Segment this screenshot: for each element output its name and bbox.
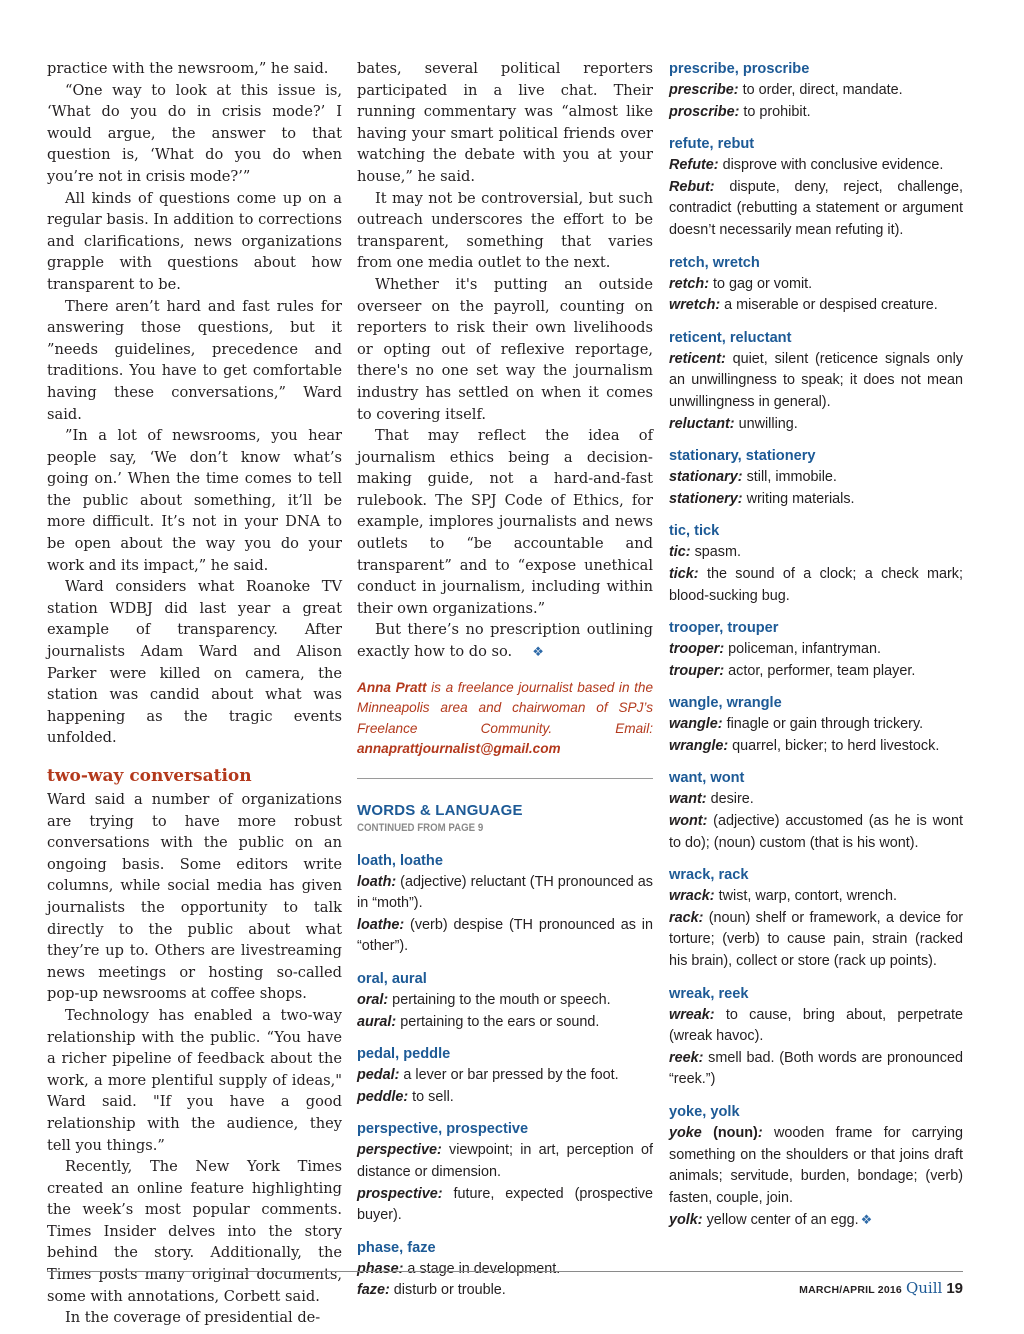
author-name: Anna Pratt <box>357 679 427 695</box>
glossary-definition <box>669 639 963 661</box>
glossary-definition-text: to sell. <box>408 1088 454 1105</box>
glossary-definition <box>669 102 963 124</box>
author-email: annaprattjournalist@gmail.com <box>357 741 561 757</box>
page-number: 19 <box>946 1280 963 1297</box>
words-language-title: WORDS & LANGUAGE <box>357 801 523 819</box>
glossary-definition <box>669 1123 963 1209</box>
glossary-list-2 <box>669 58 963 1232</box>
glossary-headword: pedal, peddle <box>357 1046 451 1063</box>
glossary-definition-text: quiet, silent (reticence signals only an unwillingness to speak; it does not mean unwillingness in general). <box>669 350 963 410</box>
glossary-definition <box>669 1048 963 1091</box>
glossary-definition <box>357 872 653 915</box>
glossary-definition-text: disprove with conclusive evidence. <box>718 157 944 174</box>
article-column-1 <box>47 58 342 1329</box>
glossary-term: Refute: <box>669 157 719 174</box>
glossary-definition <box>669 155 963 177</box>
glossary-entry <box>669 767 963 854</box>
glossary-term: wrack: <box>669 888 715 905</box>
glossary-definition-text: (adjective) reluctant (TH pronounced as in “moth”). <box>357 873 653 912</box>
glossary-definition-text: actor, performer, team player. <box>724 662 916 679</box>
glossary-headword: phase, faze <box>357 1239 436 1256</box>
glossary-definition <box>357 1184 653 1227</box>
glossary-definition-text: finagle or gain through trickery. <box>722 716 924 733</box>
glossary-definition <box>357 1140 653 1183</box>
glossary-definition-text: a stage in development. <box>403 1260 561 1277</box>
glossary-headword: perspective, prospective <box>357 1121 529 1138</box>
glossary-definition-text: still, immobile. <box>742 469 837 486</box>
glossary-definition-text: to cause, bring about, perpetrate (wreak havoc). <box>669 1006 963 1045</box>
paragraph: Whether it's putting an outside overseer on the payroll, counting on reporters to risk their own livelihoods or opting out of reflexive reportage, there's no one set way the journalism industry has settled on when it comes to covering itself. <box>357 275 653 423</box>
glossary-headword: wangle, wrangle <box>669 695 782 712</box>
glossary-definition-text: yellow center of an egg. <box>702 1212 859 1229</box>
continued-from-note: CONTINUED FROM PAGE 9 <box>357 821 484 834</box>
glossary-term: reluctant: <box>669 415 735 432</box>
glossary-list-1 <box>357 850 653 1302</box>
footer-rule <box>47 1271 963 1272</box>
magazine-name: Quill <box>905 1279 943 1297</box>
glossary-term: stationary: <box>669 469 743 486</box>
glossary-term: prescribe: <box>669 82 739 98</box>
glossary-entry <box>669 864 963 972</box>
glossary-headword: oral, aural <box>357 971 427 987</box>
glossary-entry <box>357 968 653 1033</box>
glossary-term: wangle: <box>669 716 723 733</box>
glossary-definition-text: spasm. <box>690 544 741 561</box>
glossary-definition <box>669 661 963 683</box>
glossary-entry <box>357 1118 653 1226</box>
glossary-definition <box>669 736 963 758</box>
paragraph: Ward said a number of organizations are trying to have more robust conversations with the public on an ongoing basis. Some editors write columns, while social media has given journalists the opportunity to talk directly to the public about what they’re up to. Others are livestreaming news meetings or hosting so-called pop-up newsrooms at coffee shops. <box>47 791 342 1003</box>
glossary-entry <box>669 445 963 510</box>
glossary-term: wreak: <box>669 1006 715 1023</box>
glossary-term: loath: <box>357 873 397 890</box>
glossary-definition <box>669 886 963 908</box>
glossary-definition-text: smell bad. (Both words are pronounced “reek.”) <box>669 1049 963 1088</box>
glossary-definition-text: future, expected (prospective buyer). <box>357 1185 653 1224</box>
paragraph: ”In a lot of newsrooms, you hear people say, ‘We don’t know what’s going on.’ When the time comes to tell the public about something, it’ll be more difficult. It’s not in your DNA to be open about the way you do your work and its impact,” he said. <box>47 427 342 574</box>
glossary-entry <box>357 1237 653 1302</box>
glossary-term: retch: <box>669 275 709 292</box>
glossary-definition-text: to gag or vomit. <box>708 275 813 292</box>
glossary-term-punct: : <box>757 1125 763 1141</box>
glossary-term: oral: <box>357 992 389 1008</box>
glossary-definition <box>669 467 963 489</box>
glossary-headword: reticent, reluctant <box>669 329 792 346</box>
glossary-entry <box>669 1101 963 1232</box>
glossary-headword: retch, wretch <box>669 254 760 271</box>
glossary-definition <box>357 1087 653 1109</box>
article-column-2 <box>357 58 653 1312</box>
glossary-definition <box>669 811 963 854</box>
glossary-entry <box>357 1043 653 1108</box>
glossary-entry <box>669 252 963 317</box>
glossary-definition-text: unwilling. <box>734 415 798 432</box>
glossary-definition-text: desire. <box>706 791 754 808</box>
glossary-entry <box>669 327 963 435</box>
section-paragraphs <box>47 789 342 1329</box>
glossary-term: Rebut: <box>669 178 715 195</box>
glossary-headword: refute, rebut <box>669 136 755 153</box>
glossary-definition-text: pertaining to the mouth or speech. <box>388 992 611 1008</box>
glossary-definition-text: twist, warp, contort, wrench. <box>714 888 897 905</box>
glossary-entry <box>669 133 963 241</box>
glossary-definition <box>669 414 963 436</box>
glossary-definition-text: pertaining to the ears or sound. <box>396 1013 600 1030</box>
glossary-definition-text: (noun) shelf or framework, a device for torture; (verb) to cause pain, strain (racked his brain), collect or store (rack up points). <box>669 909 963 970</box>
paragraph: bates, several political reporters participated in a live chat. Their running commentary was “almost like having your smart political friends over watching the debate with you at your house,” he said. <box>357 60 653 185</box>
glossary-definition <box>669 542 963 564</box>
glossary-definition-text: (adjective) accustomed (as he is wont to do); (noun) custom (that is his wont). <box>669 813 963 851</box>
glossary-definition <box>669 80 963 102</box>
glossary-definition <box>669 295 963 317</box>
glossary-entry <box>669 58 963 123</box>
glossary-term: pedal: <box>357 1067 400 1084</box>
glossary-definition <box>669 789 963 811</box>
glossary-definition-text: to prohibit. <box>739 103 811 120</box>
glossary-entry <box>669 983 963 1091</box>
glossary-headword: wreak, reek <box>669 985 749 1002</box>
glossary-term: proscribe: <box>669 103 740 120</box>
glossary-term: reticent: <box>669 350 726 367</box>
paragraph: Recently, The New York Times created an online feature highlighting the week’s most popular comments. Times Insider delves into the story behind the story. Additionally, the Times posts many original documents, some with annotations, Corbett said. <box>47 1158 342 1305</box>
glossary-headword: wrack, rack <box>669 867 749 884</box>
article-paragraphs-continued <box>357 58 653 664</box>
glossary-term: aural: <box>357 1013 397 1030</box>
glossary-term: peddle: <box>357 1088 409 1105</box>
glossary-entry <box>669 692 963 757</box>
glossary-headword: trooper, trouper <box>669 620 779 637</box>
glossary-definition-text: dispute, deny, reject, challenge, contradict (rebutting a statement or argument doesn’t necessarily mean refuting it). <box>669 178 963 238</box>
glossary-definition-text: quarrel, bicker; to herd livestock. <box>728 737 940 754</box>
glossary-entry <box>357 850 653 958</box>
glossary-term: perspective: <box>357 1142 442 1159</box>
glossary-headword: prescribe, proscribe <box>669 61 810 77</box>
glossary-definition <box>357 1259 653 1281</box>
glossary-definition <box>357 1065 653 1087</box>
glossary-headword: yoke, yolk <box>669 1104 740 1120</box>
paragraph: It may not be controversial, but such outreach underscores the effort to be transparent, something that varies from one media outlet to the next. <box>357 189 653 272</box>
glossary-definition <box>669 349 963 414</box>
glossary-definition-text: a miserable or despised creature. <box>720 297 938 314</box>
glossary-definition-text: disturb or trouble. <box>389 1282 506 1299</box>
paragraph: Technology has enabled a two-way relationship with the public. “You have a richer pipeline of feedback about the work, a more plentiful supply of ideas," Ward said. "If you have a good relationship with the audience, they tell you things.” <box>47 1006 342 1154</box>
end-mark-icon: ❖ <box>532 645 544 661</box>
glossary-entry <box>669 520 963 607</box>
glossary-term: wrangle: <box>669 737 729 754</box>
glossary-term: yolk: <box>669 1212 703 1229</box>
section-heading: two-way conversation <box>47 766 252 786</box>
glossary-term: tic: <box>669 544 691 561</box>
glossary-term: phase: <box>357 1260 404 1277</box>
author-bio <box>357 678 653 760</box>
glossary-term: stationery: <box>669 490 743 507</box>
paragraph: But there’s no prescription outlining exactly how to do so. ❖ <box>357 619 653 663</box>
glossary-column <box>669 58 963 1242</box>
glossary-definition-text: policeman, infantryman. <box>724 641 881 658</box>
glossary-term: want: <box>669 791 707 808</box>
glossary-term: reek: <box>669 1049 704 1066</box>
glossary-term: trouper: <box>669 662 725 679</box>
author-bio-text: is a freelance journalist based in the Minneapolis area and chairwoman of SPJ’s Freelance Community. Email: <box>357 679 653 736</box>
glossary-definition <box>669 489 963 511</box>
glossary-definition-text: viewpoint; in art, perception of distance or dimension. <box>357 1142 653 1180</box>
glossary-entry <box>669 617 963 682</box>
article-paragraphs <box>47 58 342 749</box>
glossary-headword: stationary, stationery <box>669 448 816 465</box>
paragraph: “One way to look at this issue is, ‘What do you do in crisis mode?’ I would argue, the answer to that question is, ‘What do you do when you’re not in crisis mode?’” <box>47 81 342 185</box>
glossary-headword: tic, tick <box>669 523 720 540</box>
page-footer <box>799 1279 963 1297</box>
glossary-definition-text: (verb) despise (TH pronounced as in “other”). <box>357 916 653 955</box>
glossary-term: loathe: <box>357 916 405 933</box>
glossary-definition <box>669 1209 963 1232</box>
glossary-definition <box>357 990 653 1012</box>
paragraph: There aren’t hard and fast rules for answering those questions, but it ”needs guidelines, precedence and traditions. You have to get comfortable having these conversations,” Ward said. <box>47 297 342 423</box>
glossary-definition-text: writing materials. <box>742 490 855 507</box>
glossary-definition-text: a lever or bar pressed by the foot. <box>399 1067 619 1084</box>
issue-date: MARCH/APRIL 2016 <box>799 1284 902 1296</box>
glossary-term-part: (noun) <box>701 1125 758 1141</box>
glossary-term: rack: <box>669 909 704 926</box>
paragraph: practice with the newsroom,” he said. <box>47 60 329 77</box>
glossary-definition <box>357 915 653 958</box>
glossary-definition <box>357 1012 653 1034</box>
glossary-definition-text: wooden frame for carrying something on the shoulders or that joins draft animals; servitude, burden, bondage; (verb) fasten, couple, join. <box>669 1125 963 1206</box>
glossary-headword: want, wont <box>669 770 745 787</box>
glossary-definition <box>669 564 963 607</box>
glossary-definition <box>669 714 963 736</box>
section-divider <box>357 778 653 779</box>
glossary-definition <box>669 908 963 973</box>
paragraph: Ward considers what Roanoke TV station WDBJ did last year a great example of transparency. After journalists Adam Ward and Alison Parker were killed on camera, the station was candid about what was happening as the tragic events unfolded. <box>47 578 342 747</box>
glossary-term: wretch: <box>669 297 721 314</box>
glossary-term: tick: <box>669 565 699 582</box>
glossary-term: prospective: <box>357 1185 443 1202</box>
glossary-definition <box>669 274 963 296</box>
glossary-term: wont: <box>669 813 708 830</box>
end-mark-icon: ❖ <box>860 1212 873 1228</box>
glossary-definition <box>357 1280 653 1302</box>
glossary-term: yoke <box>669 1125 702 1141</box>
paragraph: In the coverage of presidential de- <box>65 1309 321 1327</box>
paragraph: That may reflect the idea of journalism ethics being a decision-making guide, not a hard-and-fast rulebook. The SPJ Code of Ethics, for example, implores journalists and news outlets to “be accountable and transparent” and to “expose unethical conduct in journalism, including within their own organizations.” <box>357 427 653 617</box>
glossary-term: trooper: <box>669 641 725 658</box>
glossary-definition <box>669 177 963 242</box>
glossary-definition-text: to order, direct, mandate. <box>738 82 903 98</box>
glossary-term: faze: <box>357 1282 390 1299</box>
glossary-definition <box>669 1005 963 1048</box>
glossary-headword: loath, loathe <box>357 852 443 869</box>
paragraph: All kinds of questions come up on a regular basis. In addition to corrections and clarifications, news organizations grapple with questions about how transparent to be. <box>47 189 342 293</box>
glossary-definition-text: the sound of a clock; a check mark; blood-sucking bug. <box>669 565 963 604</box>
